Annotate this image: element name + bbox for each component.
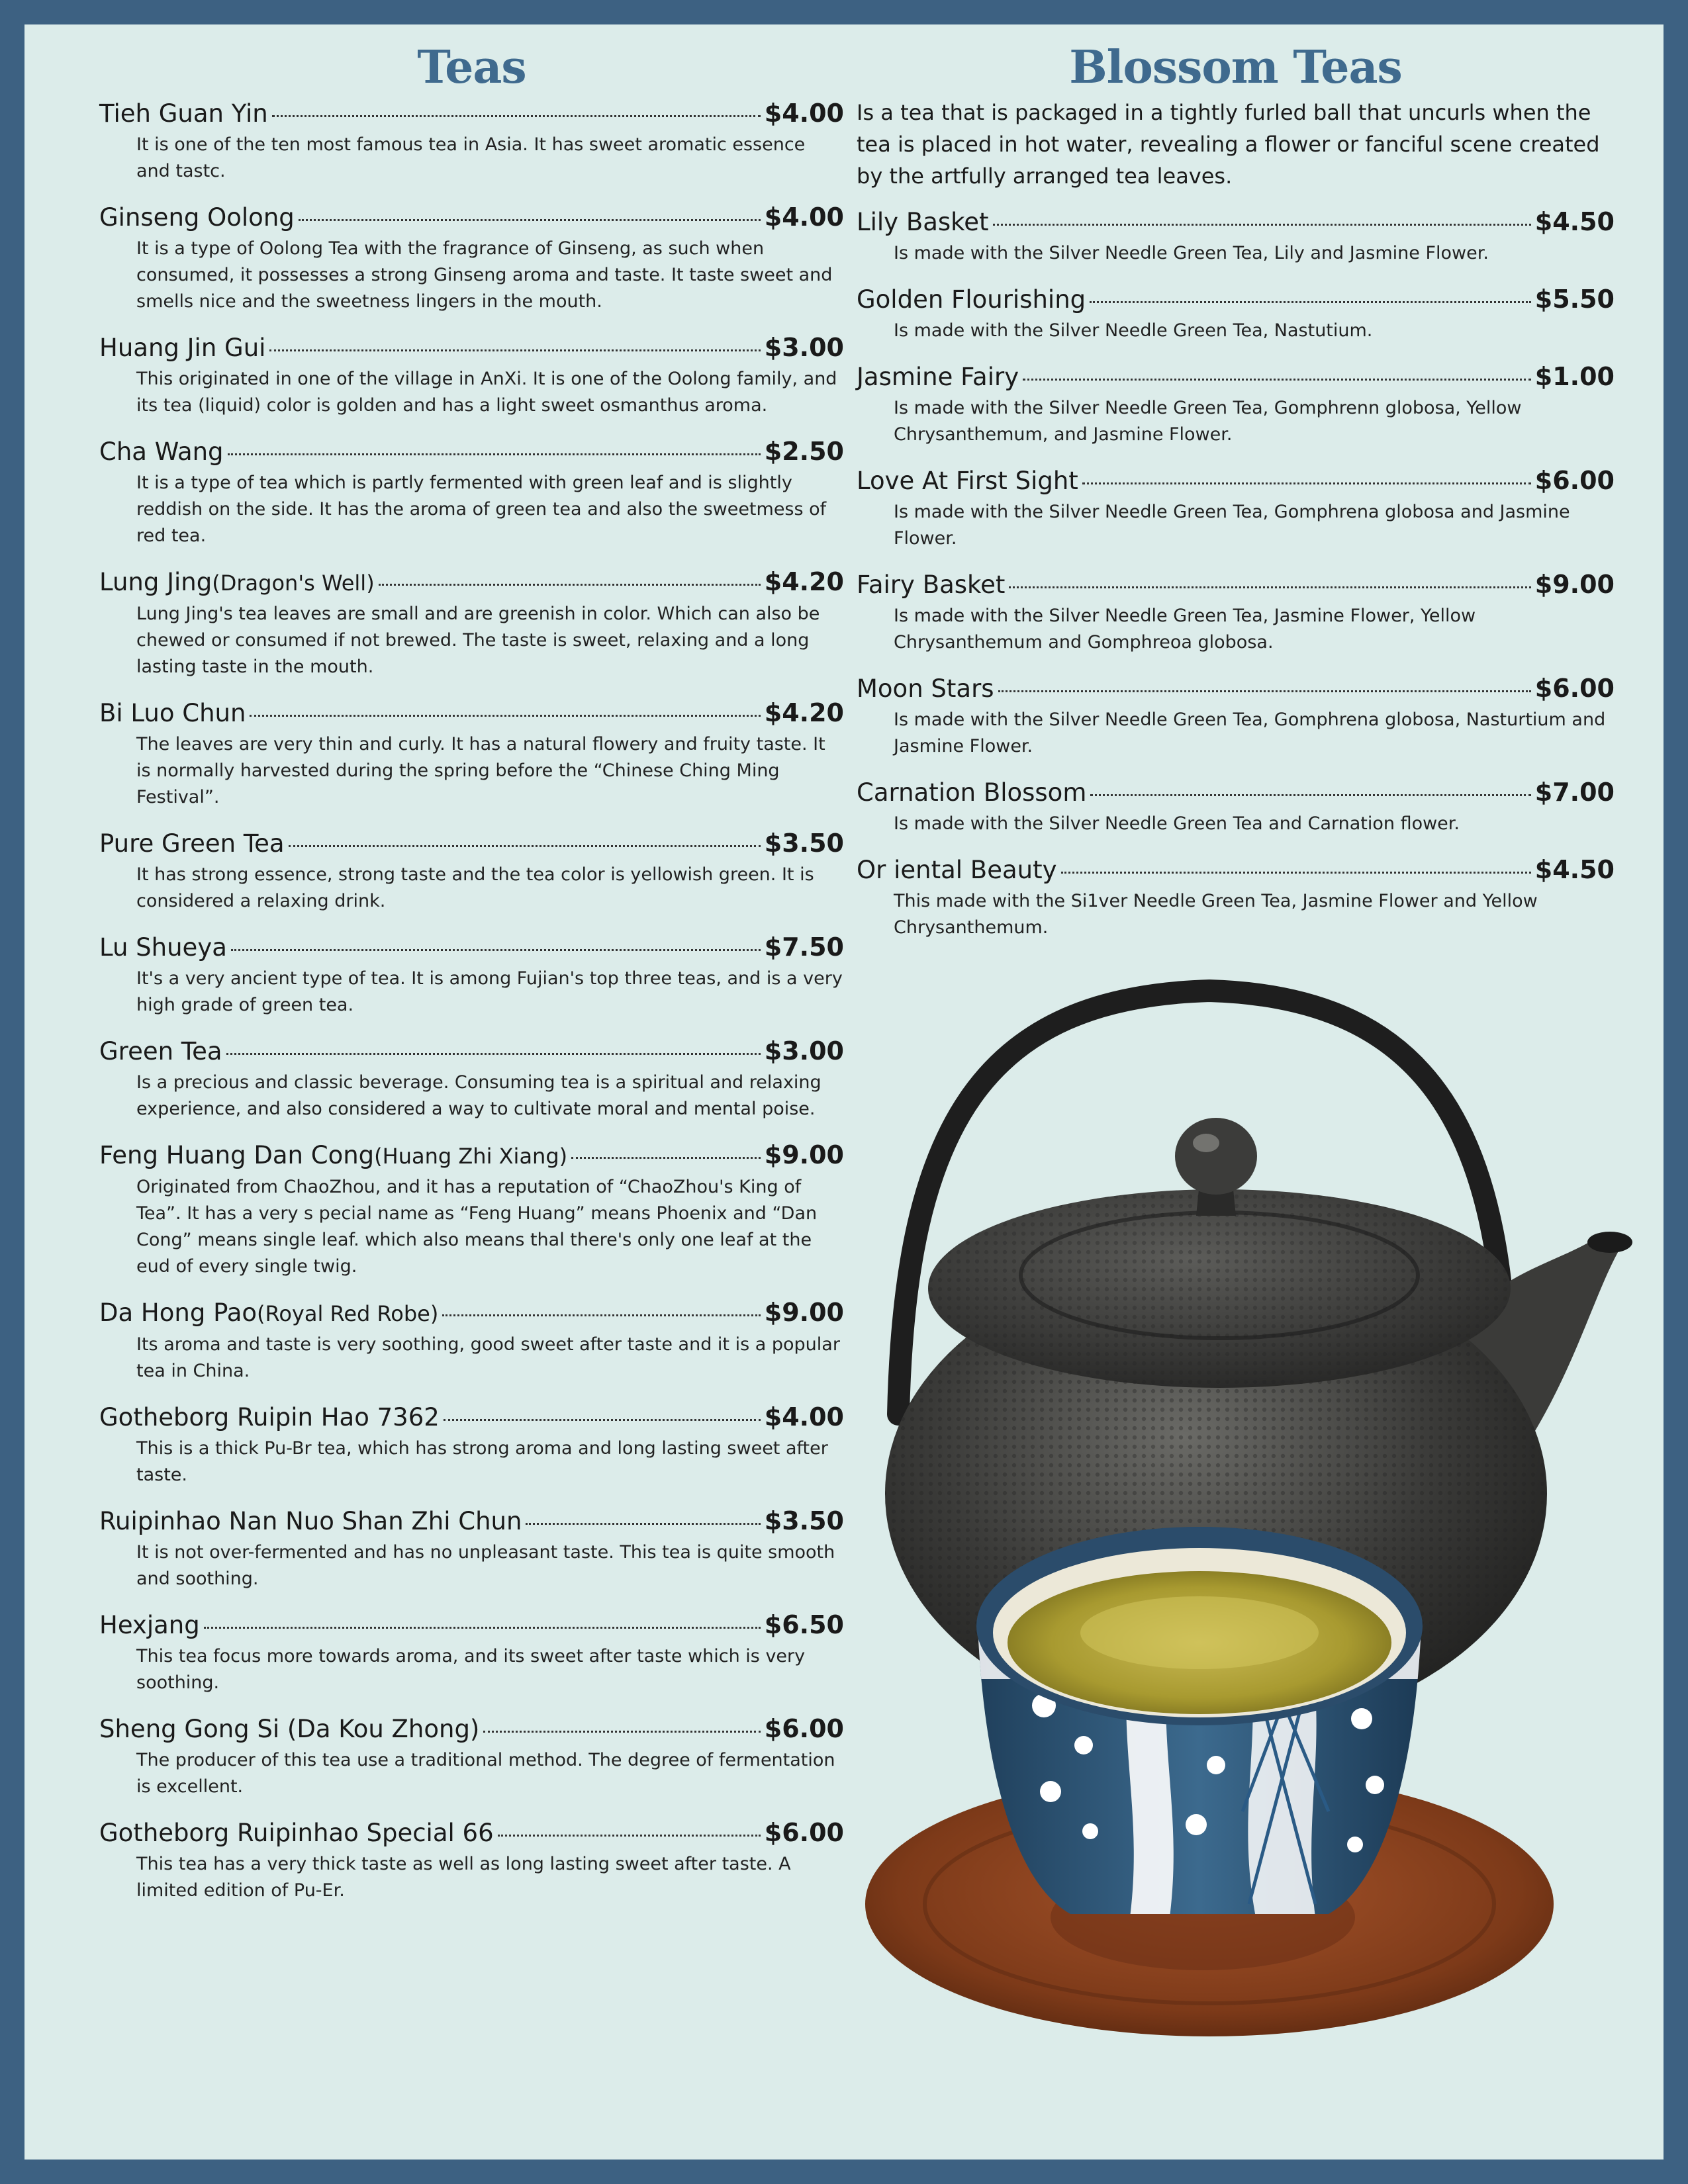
item-name: Gotheborg Ruipin Hao 7362 — [99, 1403, 440, 1432]
item-price: $4.00 — [764, 203, 844, 232]
dotted-leader — [1061, 871, 1531, 874]
menu-item — [857, 360, 1615, 448]
item-name: Or iental Beauty — [857, 856, 1057, 885]
item-price: $6.00 — [764, 1714, 844, 1744]
item-subname: (Royal Red Robe) — [257, 1301, 439, 1327]
item-name: Moon Stars — [857, 674, 994, 704]
menu-item-header — [857, 205, 1615, 239]
menu-item — [99, 1504, 844, 1592]
item-price: $6.00 — [1534, 466, 1615, 496]
menu-item — [99, 331, 844, 419]
menu-item-header — [99, 331, 844, 365]
dotted-leader — [226, 1052, 761, 1055]
dotted-leader — [231, 948, 761, 951]
dotted-leader — [1090, 794, 1530, 796]
item-price: $4.00 — [764, 1402, 844, 1432]
item-price: $7.50 — [764, 933, 844, 962]
menu-item — [99, 1712, 844, 1800]
teas-column — [99, 41, 844, 1920]
menu-item-header — [99, 1712, 844, 1746]
item-price: $4.50 — [1534, 855, 1615, 885]
item-description: Is a precious and classic beverage. Consuming tea is a spiritual and relaxing experience, and also considered a way to cultivate moral and mental poise. — [136, 1072, 821, 1120]
dotted-leader — [250, 714, 760, 717]
menu-item — [99, 201, 844, 315]
menu-item-header — [99, 97, 844, 130]
blossom-teas-heading: Blossom Teas — [1069, 41, 1402, 94]
menu-item-header — [99, 1138, 844, 1173]
dotted-leader — [1082, 482, 1531, 484]
dotted-leader — [444, 1418, 761, 1421]
teapot-knob — [1175, 1118, 1257, 1195]
menu-item-header — [99, 1296, 844, 1330]
item-description: This tea focus more towards aroma, and its sweet after taste which is very soothing. — [136, 1646, 806, 1694]
item-name: Feng Huang Dan Cong — [99, 1141, 375, 1170]
teas-list — [99, 97, 844, 1904]
menu-panel — [24, 24, 1664, 2160]
item-name: Huang Jin Gui — [99, 334, 266, 363]
menu-item-header — [99, 931, 844, 964]
item-name: Love At First Sight — [857, 467, 1078, 496]
item-subname: (Huang Zhi Xiang) — [374, 1144, 568, 1169]
item-name: Pure Green Tea — [99, 829, 285, 858]
item-name: Gotheborg Ruipinhao Special 66 — [99, 1819, 494, 1848]
item-name: Ruipinhao Nan Nuo Shan Zhi Chun — [99, 1507, 522, 1536]
item-description: It is a type of tea which is partly fermented with green leaf and is slightly reddish on the side. It has the aroma of green tea and also the sweetmess of red tea. — [136, 473, 827, 547]
dotted-leader — [1090, 300, 1531, 303]
item-description: This originated in one of the village in AnXi. It is one of the Oolong family, and its tea (liquid) color is golden and has a light sweet osmanthus aroma. — [136, 369, 837, 416]
item-price: $4.50 — [1534, 207, 1615, 237]
item-description: This tea has a very thick taste as well as long lasting sweet after taste. A limited edition of Pu-Er. — [136, 1854, 791, 1901]
menu-item-header — [857, 776, 1615, 809]
dotted-leader — [998, 690, 1531, 692]
menu-item — [857, 283, 1615, 344]
menu-item-header — [99, 1608, 844, 1642]
menu-item — [99, 435, 844, 549]
item-description: Its aroma and taste is very soothing, good sweet after taste and it is a popular tea in China. — [136, 1334, 840, 1382]
item-description: Is made with the Silver Needle Green Tea, Nastutium. — [894, 320, 1373, 341]
item-name: Fairy Basket — [857, 570, 1006, 600]
menu-item-header — [99, 435, 844, 469]
dotted-leader — [204, 1626, 761, 1629]
item-price: $6.00 — [1534, 674, 1615, 704]
item-name: Green Tea — [99, 1037, 222, 1066]
item-name: Ginseng Oolong — [99, 203, 295, 232]
dotted-leader — [1009, 586, 1530, 588]
item-description: This is a thick Pu-Br tea, which has strong aroma and long lasting sweet after taste. — [136, 1438, 828, 1486]
menu-item-header — [857, 568, 1615, 602]
item-price: $4.20 — [764, 567, 844, 597]
blossom-teas-list — [857, 205, 1615, 941]
item-description: Is made with the Silver Needle Green Tea, Gomphrenn globosa, Yellow Chrysanthemum, and Jasmine Flower. — [894, 398, 1522, 445]
dotted-leader — [299, 218, 761, 221]
menu-item-header — [857, 464, 1615, 498]
item-name: Lung Jing — [99, 568, 212, 597]
menu-item-header — [99, 827, 844, 860]
dotted-leader — [483, 1730, 760, 1733]
menu-item-header — [857, 672, 1615, 705]
item-subname: (Dragon's Well) — [212, 570, 375, 596]
menu-item — [857, 568, 1615, 656]
dotted-leader — [526, 1522, 760, 1525]
item-name: Sheng Gong Si (Da Kou Zhong) — [99, 1715, 480, 1744]
dotted-leader — [379, 583, 761, 586]
dotted-leader — [498, 1834, 761, 1837]
item-price: $1.00 — [1534, 362, 1615, 392]
menu-item — [857, 205, 1615, 267]
blossom-teas-column — [857, 41, 1615, 957]
item-price: $9.00 — [764, 1140, 844, 1170]
menu-item-header — [857, 283, 1615, 316]
item-price: $5.50 — [1534, 285, 1615, 314]
item-name: Cha Wang — [99, 437, 224, 467]
item-price: $3.00 — [764, 1036, 844, 1066]
item-price: $2.50 — [764, 437, 844, 467]
item-description: Lung Jing's tea leaves are small and are greenish in color. Which can also be chewed or consumed if not brewed. The taste is sweet, relaxing and a long lasting taste in the mouth. — [136, 604, 820, 678]
menu-item-header — [99, 696, 844, 730]
blossom-teas-intro: Is a tea that is packaged in a tightly furled ball that uncurls when the tea is placed in hot water, revealing a flower or fanciful scene created by the artfully arranged tea leaves. — [857, 100, 1600, 189]
dotted-leader — [289, 844, 761, 847]
item-description: Originated from ChaoZhou, and it has a reputation of “ChaoZhou's King of Tea”. It has a very s pecial name as “Feng Huang” means Phoenix and “Dan Cong” means single leaf. which also means thal there's only one leaf at the eud of every single twig. — [136, 1177, 818, 1277]
menu-item — [99, 1138, 844, 1280]
dotted-leader — [993, 223, 1531, 226]
menu-item — [99, 1816, 844, 1904]
item-price: $9.00 — [1534, 570, 1615, 600]
item-name: Tieh Guan Yin — [99, 99, 268, 128]
item-name: Carnation Blossom — [857, 778, 1087, 807]
item-name: Bi Luo Chun — [99, 699, 246, 728]
item-name: Hexjang — [99, 1611, 200, 1640]
item-description: It is one of the ten most famous tea in Asia. It has sweet aromatic essence and tastc. — [136, 134, 806, 182]
item-description: Is made with the Silver Needle Green Tea, Gomphrena globosa and Jasmine Flower. — [894, 502, 1570, 549]
menu-item — [99, 1034, 844, 1122]
tea-cup — [971, 1527, 1423, 1917]
menu-item — [99, 565, 844, 680]
menu-item — [99, 1400, 844, 1488]
menu-item-header — [99, 1034, 844, 1068]
dotted-leader — [571, 1156, 761, 1159]
menu-item-header — [99, 201, 844, 234]
item-price: $9.00 — [764, 1298, 844, 1328]
item-description: It is a type of Oolong Tea with the fragrance of Ginseng, as such when consumed, it possesses a strong Ginseng aroma and taste. It taste sweet and smells nice and the sweetness lingers in the mouth. — [136, 238, 833, 312]
menu-item — [857, 776, 1615, 837]
item-price: $3.00 — [764, 333, 844, 363]
menu-item — [99, 1296, 844, 1385]
item-name: Lu Shueya — [99, 933, 227, 962]
item-description: Is made with the Silver Needle Green Tea and Carnation flower. — [894, 813, 1460, 835]
item-price: $7.00 — [1534, 778, 1615, 807]
menu-item — [99, 1608, 844, 1696]
dotted-leader — [228, 453, 761, 455]
item-price: $4.20 — [764, 698, 844, 728]
item-description: Is made with the Silver Needle Green Tea, Jasmine Flower, Yellow Chrysanthemum and Gomphreoa globosa. — [894, 606, 1476, 653]
menu-item — [857, 464, 1615, 552]
item-price: $6.50 — [764, 1610, 844, 1640]
menu-item — [99, 696, 844, 811]
item-description: The leaves are very thin and curly. It has a natural flowery and fruity taste. It is normally harvested during the spring before the “Chinese Ching Ming Festival”. — [136, 734, 825, 808]
teas-heading: Teas — [417, 41, 526, 94]
item-description: The producer of this tea use a traditional method. The degree of fermentation is excellent. — [136, 1750, 835, 1797]
menu-item-header — [857, 853, 1615, 887]
menu-item — [99, 97, 844, 185]
item-price: $3.50 — [764, 829, 844, 858]
item-name: Da Hong Pao — [99, 1298, 258, 1328]
menu-item — [857, 853, 1615, 941]
menu-item-header — [99, 1504, 844, 1538]
menu-item — [99, 827, 844, 915]
dotted-leader — [272, 114, 761, 117]
teapot-and-cup-illustration — [852, 951, 1646, 2076]
item-name: Lily Basket — [857, 208, 989, 237]
item-description: It's a very ancient type of tea. It is among Fujian's top three teas, and is a very high grade of green tea. — [136, 968, 843, 1016]
menu-item — [99, 931, 844, 1019]
item-description: It has strong essence, strong taste and the tea color is yellowish green. It is considered a relaxing drink. — [136, 864, 814, 912]
dotted-leader — [442, 1314, 760, 1316]
item-price: $3.50 — [764, 1506, 844, 1536]
menu-item-header — [99, 1816, 844, 1850]
item-description: Is made with the Silver Needle Green Tea, Gomphrena globosa, Nasturtium and Jasmine Flower. — [894, 709, 1606, 757]
dotted-leader — [1023, 378, 1531, 381]
item-name: Golden Flourishing — [857, 285, 1086, 314]
item-description: It is not over-fermented and has no unpleasant taste. This tea is quite smooth and soothing. — [136, 1542, 835, 1590]
dotted-leader — [269, 349, 760, 351]
menu-item — [857, 672, 1615, 760]
item-name: Jasmine Fairy — [857, 363, 1019, 392]
item-description: This made with the Si1ver Needle Green Tea, Jasmine Flower and Yellow Chrysanthemum. — [894, 891, 1538, 938]
item-price: $6.00 — [764, 1818, 844, 1848]
item-description: Is made with the Silver Needle Green Tea, Lily and Jasmine Flower. — [894, 243, 1489, 264]
menu-item-header — [99, 1400, 844, 1434]
menu-item-header — [99, 565, 844, 600]
item-price: $4.00 — [764, 99, 844, 128]
menu-item-header — [857, 360, 1615, 394]
